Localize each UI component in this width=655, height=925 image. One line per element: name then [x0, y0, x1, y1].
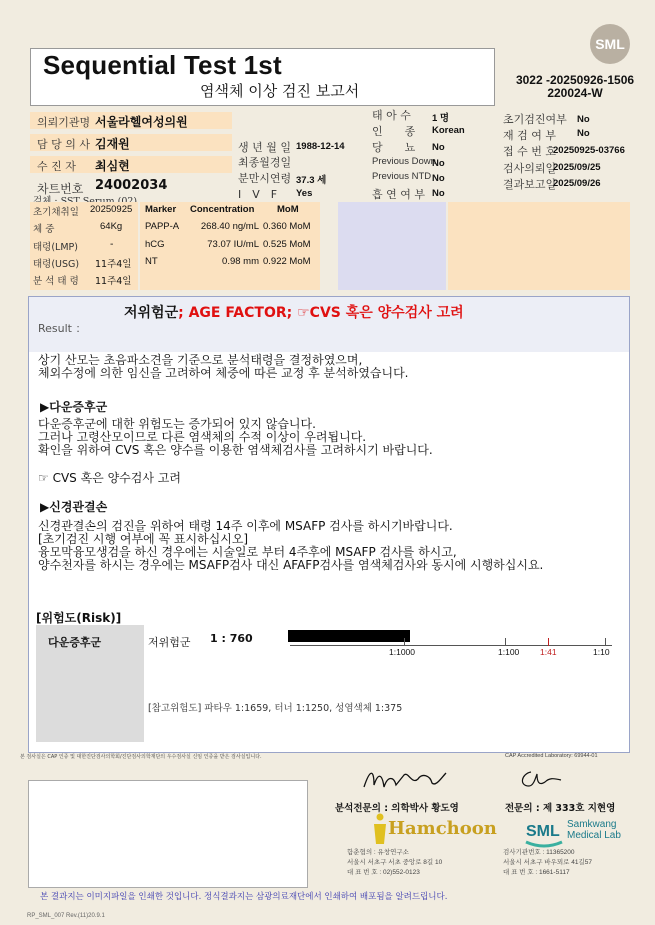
risk-scale-tick — [505, 638, 506, 646]
document-number — [500, 74, 650, 100]
ivf-value: Yes — [296, 188, 313, 199]
risk-scale-line — [290, 645, 612, 646]
lmp-label: 최종월경일 — [238, 156, 292, 169]
ivf-label: I V F — [238, 188, 278, 201]
document-number-line-1: 3022 -20250926-1506 — [515, 73, 635, 87]
marker-row-conc: 73.07 IU/mL — [207, 239, 259, 250]
examinee-value: 최심현 — [95, 159, 130, 173]
sml-logo: SML — [590, 24, 630, 64]
down-syndrome-text — [38, 418, 433, 457]
risk-ratio: 1 : 760 — [210, 632, 253, 645]
samkwang-name-line: Samkwang — [567, 819, 617, 830]
smoking-label: 흡 연 여 부 — [372, 188, 425, 201]
empty-label-column — [338, 202, 446, 290]
comment-box — [28, 780, 308, 888]
down-text-line: 확인을 위하여 CVS 혹은 양수를 이용한 염색체검사를 고려하시기 바랍니다. — [38, 443, 433, 457]
marker-row-conc: 0.98 mm — [222, 256, 259, 267]
usg-ga-label: 태령(USG) — [33, 259, 80, 270]
first-check-label: 초기검진여부 — [503, 113, 567, 126]
diabetes-value: No — [432, 142, 445, 153]
risk-scale-label: 1:10 — [593, 647, 610, 657]
receipt-value: 20250925-03766 — [553, 145, 625, 156]
risk-scale-tick — [404, 638, 405, 646]
result-label: Result ： — [38, 322, 87, 335]
result-intro-line: 상기 산모는 초음파소견을 기준으로 분석태령을 결정하였으며, — [38, 353, 363, 367]
marker-row-name: NT — [145, 256, 158, 267]
analysis-ga-value: 11주4일 — [95, 276, 132, 287]
diabetes-label: 당 뇨 — [372, 141, 416, 154]
marker-row-mom: 0.525 MoM — [263, 239, 311, 250]
risk-cutoff-label: 1:41 — [540, 647, 557, 657]
down-text-line: 그러나 고령산모이므로 다른 염색체의 수적 이상이 우려됩니다. — [38, 430, 367, 444]
hamchoon-address-line: 함춘협의 : 유창연구소 — [347, 849, 409, 856]
race-value: Korean — [432, 125, 465, 136]
down-syndrome-heading: ▶다운증후군 — [40, 400, 108, 414]
ntd-text — [38, 520, 543, 572]
fetus-label: 태 아 수 — [372, 109, 411, 122]
ntd-text-line: [초기검진 시행 여부에 꼭 표시하십시오] — [38, 532, 249, 546]
specialist-signature-label: 전문의 : 제 333호 지현영 — [505, 803, 616, 814]
samkwang-logo-icon — [524, 816, 564, 852]
result-low-risk: 저위험군 — [124, 305, 179, 321]
accreditation-note: 본 검사실은 CAP 인증 및 대한진단검사의학회/진단검사의학재단의 우수검사실 신임 인증을 받은 검사실입니다. — [20, 754, 262, 760]
reference-risk: [참고위험도] 파타우 1:1659, 터너 1:1250, 성염색체 1:375 — [148, 703, 403, 714]
risk-heading: [위험도(Risk)] — [36, 611, 122, 625]
signature-2 — [515, 768, 565, 790]
dob-value: 1988-12-14 — [296, 141, 345, 152]
result-headline — [124, 302, 464, 322]
ntd-text-line: 융모막융모생검을 하신 경우에는 시술일로 부터 4주후에 MSAFP 검사를 하시고, — [38, 545, 457, 559]
analyst-signature-label: 분석전문의 : 의학박사 황도영 — [335, 803, 459, 814]
doctor-value: 김재원 — [95, 137, 130, 151]
down-syndrome-recommendation: ☞ CVS 혹은 양수검사 고려 — [38, 471, 181, 485]
hamchoon-address — [347, 848, 442, 878]
samkwang-address-line: 검사기관번호 : 11365200 — [503, 849, 575, 856]
doctor-label: 담 당 의 사 — [37, 138, 90, 151]
report-date: 2025/09/26 — [553, 178, 601, 189]
report-label: 결과보고일 — [503, 178, 557, 191]
samkwang-logo-text — [567, 819, 621, 841]
institution-value: 서울라헬여성의원 — [95, 115, 188, 129]
footer-notice: 본 결과지는 이미지파일을 인쇄한 것입니다. 정식결과지는 삼광의료재단에서 인쇄하여 배포됨을 알려드립니다. — [40, 892, 448, 902]
request-date: 2025/09/25 — [553, 162, 601, 173]
risk-cutoff-tick — [548, 638, 549, 646]
svg-text:SML: SML — [526, 823, 560, 840]
down-text-line: 다운증후군에 대한 위험도는 증가되어 있지 않습니다. — [38, 417, 316, 431]
marker-row-mom: 0.922 MoM — [263, 256, 311, 267]
ntd-text-line: 양수천자를 하시는 경우에는 MSAFP검사 대신 AFAFP검사를 염색체검사와 동시에 시행하십시요. — [38, 558, 544, 572]
fetus-value: 1 명 — [432, 113, 450, 124]
risk-level: 저위험군 — [148, 636, 191, 649]
cap-accreditation: CAP Accredited Laboratory: 69944-01 — [505, 753, 598, 759]
signature-1 — [360, 765, 450, 795]
weight-value: 64Kg — [100, 221, 123, 232]
risk-scale-label: 1:1000 — [389, 647, 415, 657]
collect-value: 20250925 — [90, 204, 133, 215]
receipt-label: 접 수 번 호 — [503, 145, 556, 158]
marker-row-conc: 268.40 ng/mL — [200, 221, 259, 232]
risk-condition: 다운증후군 — [48, 636, 102, 649]
age-label: 분만시연령 — [238, 172, 292, 185]
report-title: Sequential Test 1st — [43, 50, 282, 80]
retest-value: No — [577, 128, 590, 139]
document-number-line-2: 220024-W — [547, 86, 603, 100]
marker-row-name: PAPP-A — [145, 221, 180, 232]
marker-header-mom: MoM — [277, 204, 299, 215]
lmp-ga-value: - — [110, 239, 114, 250]
ntd-text-line: 신경관결손의 검진을 위하여 태령 14주 이후에 MSAFP 검사를 하시기바랍니다. — [38, 519, 453, 533]
usg-ga-value: 11주4일 — [95, 259, 132, 270]
form-code: RP_SML_007 Rev.(11)20.9.1 — [27, 913, 105, 919]
dob-label: 생 년 월 일 — [238, 141, 291, 154]
samkwang-address-line: 대 표 번 호 : 1661-5117 — [503, 869, 570, 876]
result-alert: ; AGE FACTOR; ☞CVS 혹은 양수검사 고려 — [178, 305, 464, 321]
report-subtitle: 염색체 이상 검진 보고서 — [200, 82, 360, 100]
chart-number: 24002034 — [95, 178, 168, 193]
ntd-heading: ▶신경관결손 — [40, 500, 108, 514]
chart-label: 차트번호 — [37, 182, 84, 196]
result-intro — [38, 354, 409, 380]
samkwang-address-line: 서울시 서초구 바우뫼로 41길57 — [503, 859, 592, 866]
age-value: 37.3 세 — [296, 175, 327, 186]
examinee-label: 수 진 자 — [37, 160, 76, 173]
risk-scale-tick — [605, 638, 606, 646]
retest-label: 재 검 여 부 — [503, 129, 556, 142]
weight-label: 체 중 — [33, 224, 55, 235]
empty-value-column — [448, 202, 630, 290]
samkwang-name-line: Medical Lab — [567, 830, 621, 841]
hamchoon-address-line: 대 표 번 호 : 02)552-0123 — [347, 869, 420, 876]
marker-header-conc: Concentration — [190, 204, 255, 215]
hamchoon-logo: Hamchoon — [388, 818, 497, 839]
smoking-value: No — [432, 188, 445, 199]
risk-scale-label: 1:100 — [498, 647, 520, 657]
hamchoon-logo-icon — [370, 812, 390, 846]
analysis-ga-label: 분 석 태 령 — [33, 276, 79, 287]
first-check-value: No — [577, 114, 590, 125]
result-intro-line: 체외수정에 의한 임신을 고려하여 체중에 따른 교정 후 분석하였습니다. — [38, 366, 409, 380]
prev-ntd-value: No — [432, 173, 445, 184]
marker-row-mom: 0.360 MoM — [263, 221, 311, 232]
lmp-ga-label: 태령(LMP) — [33, 242, 78, 253]
risk-bar — [288, 630, 410, 642]
collect-label: 초기채취일 — [33, 207, 79, 218]
hamchoon-address-line: 서울시 서초구 서초 중앙로 8길 10 — [347, 859, 443, 866]
prev-down-label: Previous Down — [372, 156, 436, 167]
marker-header-name: Marker — [145, 204, 177, 215]
institution-label: 의뢰기관명 — [37, 116, 91, 129]
prev-down-value: No — [432, 158, 445, 169]
race-label: 인 종 — [372, 125, 416, 138]
marker-row-name: hCG — [145, 239, 165, 250]
request-label: 검사의뢰일 — [503, 162, 557, 175]
prev-ntd-label: Previous NTD — [372, 171, 432, 182]
samkwang-address — [503, 848, 592, 878]
